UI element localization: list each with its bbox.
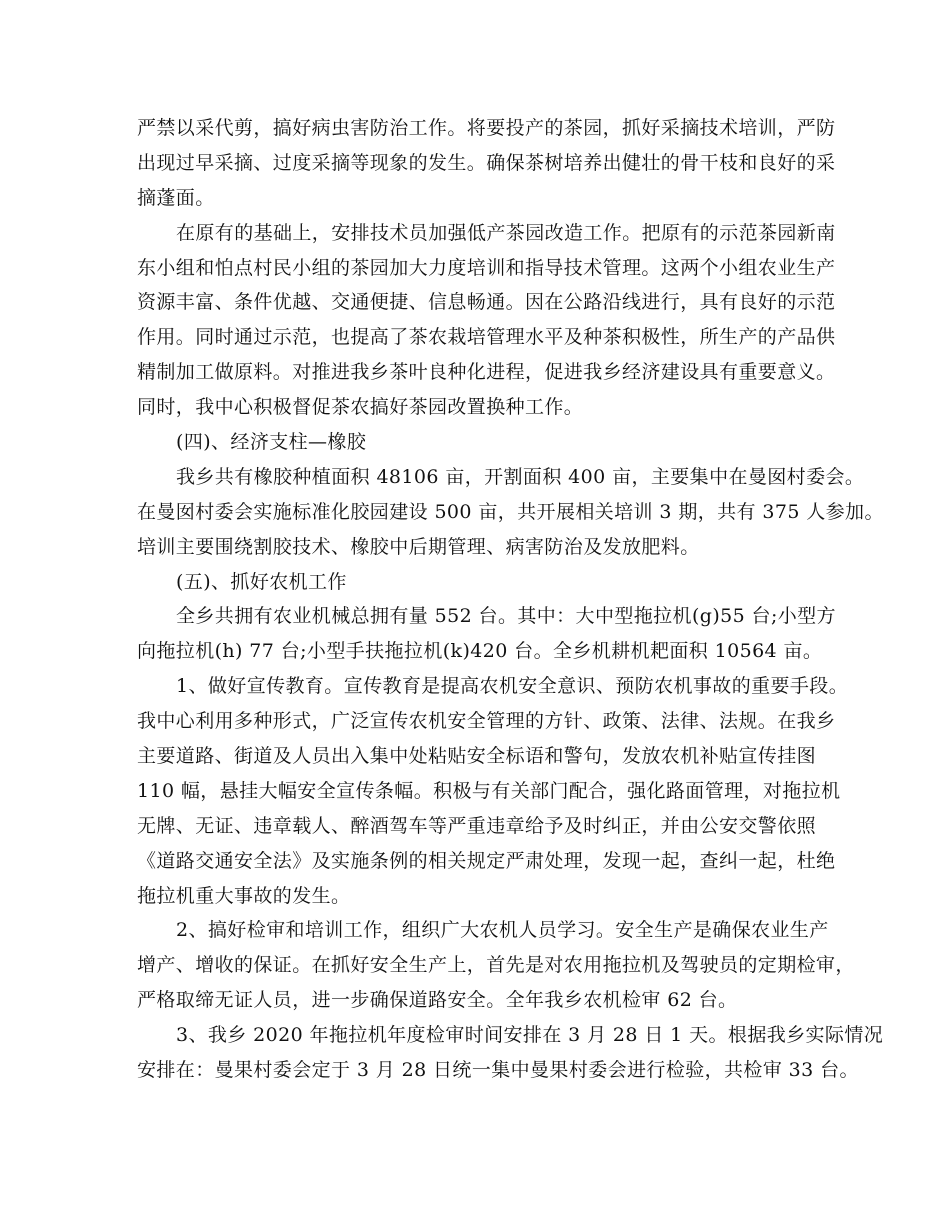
document-line: 在曼囡村委会实施标准化胶园建设 500 亩，共开展相关培训 3 期，共有 375 人参加。 (137, 500, 884, 523)
document-line: 《道路交通安全法》及实施条例的相关规定严肃处理，发现一起，查纠一起，杜绝 (137, 849, 836, 872)
document-line: (五)、抓好农机工作 (176, 570, 347, 593)
document-line: 作用。同时通过示范，也提高了茶农栽培管理水平及种茶积极性，所生产的产品供 (137, 326, 836, 349)
document-line: 资源丰富、条件优越、交通便捷、信息畅通。因在公路沿线进行，具有良好的示范 (137, 291, 836, 314)
document-line: 拖拉机重大事故的发生。 (137, 884, 351, 907)
document-line: 无牌、无证、违章载人、醉酒驾车等严重违章给予及时纠正，并由公安交警依照 (137, 814, 817, 837)
document-line: 严禁以采代剪，搞好病虫害防治工作。将要投产的茶园，抓好采摘技术培训，严防 (137, 117, 836, 139)
document-line: 我中心利用多种形式，广泛宣传农机安全管理的方针、政策、法律、法规。在我乡 (137, 710, 836, 733)
document-line: 摘蓬面。 (137, 186, 215, 209)
document-line: (四)、经济支柱—橡胶 (176, 431, 367, 454)
document-line: 培训主要围绕割胶技术、橡胶中后期管理、病害防治及发放肥料。 (137, 535, 700, 558)
document-line: 同时，我中心积极督促茶农搞好茶园改置换种工作。 (137, 396, 584, 419)
document-line: 出现过早采摘、过度采摘等现象的发生。确保茶树培养出健壮的骨干枝和良好的采 (137, 151, 836, 174)
document-line: 全乡共拥有农业机械总拥有量 552 台。其中：大中型拖拉机(g)55 台;小型方 (176, 605, 836, 628)
document-line: 严格取缔无证人员，进一步确保道路安全。全年我乡农机检审 62 台。 (137, 989, 738, 1012)
document-line: 增产、增收的保证。在抓好安全生产上，首先是对农用拖拉机及驾驶员的定期检审， (137, 954, 855, 977)
document-line: 在原有的基础上，安排技术员加强低产茶园改造工作。把原有的示范茶园新南 (176, 221, 836, 244)
document-line: 向拖拉机(h) 77 台;小型手扶拖拉机(k)420 台。全乡机耕机耙面积 10564 亩。 (137, 640, 823, 663)
document-line: 东小组和怕点村民小组的茶园加大力度培训和指导技术管理。这两个小组农业生产 (137, 256, 836, 279)
document-line: 安排在：曼果村委会定于 3 月 28 日统一集中曼果村委会进行检验，共检审 33 台。 (137, 1059, 859, 1082)
document-line: 3、我乡 2020 年拖拉机年度检审时间安排在 3 月 28 日 1 天。根据我乡实际情况 (176, 1024, 884, 1047)
document-line: 2、搞好检审和培训工作，组织广大农机人员学习。安全生产是确保农业生产 (176, 919, 829, 942)
document-line: 精制加工做原料。对推进我乡茶叶良种化进程，促进我乡经济建设具有重要意义。 (137, 361, 836, 384)
document-line: 我乡共有橡胶种植面积 48106 亩，开割面积 400 亩，主要集中在曼囡村委会。 (176, 465, 865, 488)
document-line: 主要道路、街道及人员出入集中处粘贴安全标语和警句，发放农机补贴宣传挂图 (137, 745, 817, 768)
document-line: 110 幅，悬挂大幅安全宣传条幅。积极与有关部门配合，强化路面管理，对拖拉机 (137, 779, 841, 802)
document-line: 1、做好宣传教育。宣传教育是提高农机安全意识、预防农机事故的重要手段。 (176, 675, 849, 698)
document-body (137, 111, 884, 1088)
